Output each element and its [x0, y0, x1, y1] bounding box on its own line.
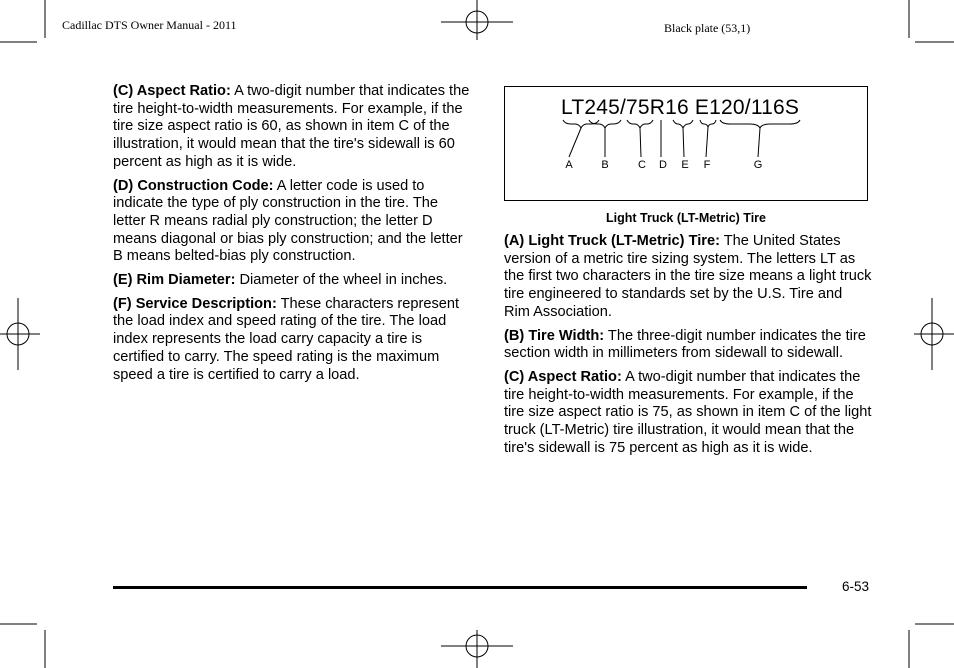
- left-column: [113, 83, 473, 390]
- registration-mark-top: [441, 0, 513, 40]
- definition-term: (C) Aspect Ratio:: [504, 368, 622, 385]
- tire-size-illustration: [504, 86, 868, 201]
- definition-paragraph: [113, 296, 473, 385]
- definition-term: (E) Rim Diameter:: [113, 272, 236, 289]
- label-a: A: [565, 159, 573, 171]
- definition-term: (D) Construction Code:: [113, 177, 274, 194]
- definition-term: (F) Service Description:: [113, 295, 277, 312]
- definition-paragraph: [113, 83, 473, 172]
- definition-paragraph: [113, 272, 473, 290]
- definition-term: (B) Tire Width:: [504, 327, 605, 344]
- figure-caption: Light Truck (LT-Metric) Tire: [606, 211, 766, 225]
- label-c: C: [638, 159, 646, 171]
- definition-text: A letter code is used to indicate the type of ply construction in the tire. The letter R means radial ply construction; the letter D means diagonal or bias ply construction; and the letter B means belted-bias ply construction.: [113, 177, 463, 265]
- definition-paragraph: [113, 178, 473, 267]
- label-b: B: [601, 159, 609, 171]
- footer-rule: [113, 586, 807, 589]
- definition-paragraph: [504, 369, 872, 458]
- tire-size-code: LT245/75R16 E120/116S: [561, 96, 800, 119]
- definition-paragraph: [504, 328, 872, 363]
- definition-term: (C) Aspect Ratio:: [113, 83, 231, 99]
- right-column: [504, 233, 872, 463]
- registration-mark-right: [914, 298, 954, 370]
- definition-text: These characters represent the load index and speed rating of the tire. The load index represents the load carry capacity a tire is certified to carry. The speed rating is the maximum speed a tire is certified to carry a load.: [113, 295, 460, 383]
- label-d: D: [659, 159, 667, 171]
- definition-text: Diameter of the wheel in inches.: [235, 272, 448, 289]
- bracket-lines: [505, 87, 869, 202]
- definition-text: A two-digit number that indicates the tire height-to-width measurements. For example, if the tire size aspect ratio is 60, as shown in item C of the illustration, it would mean that the tire's sidewall is 60 percent as high as it is wide.: [113, 83, 470, 170]
- definition-text: A two-digit number that indicates the tire height-to-width measurements. For example, if the tire size aspect ratio is 75, as shown in item C of the light truck (LT-Metric) tire illustration, it would mean that the tire's sidewall is 75 percent as high as it is wide.: [504, 368, 872, 456]
- definition-text: The United States version of a metric tire sizing system. The letters LT as the first two characters in the tire size means a light truck tire engineered to standards set by the U.S. Tire and Rim Association.: [504, 233, 872, 320]
- definition-paragraph: [504, 233, 872, 322]
- label-f: F: [703, 159, 711, 171]
- label-e: E: [681, 159, 689, 171]
- registration-mark-bottom: [441, 630, 513, 668]
- label-g: G: [753, 159, 763, 171]
- page-number: 6-53: [842, 579, 870, 594]
- definition-term: (A) Light Truck (LT-Metric) Tire:: [504, 233, 720, 249]
- registration-mark-left: [0, 298, 40, 370]
- header-plate-label: Black plate (53,1): [664, 21, 751, 35]
- definition-text: The three-digit number indicates the tire section width in millimeters from sidewall to sidewall.: [504, 327, 866, 362]
- header-manual-title: Cadillac DTS Owner Manual - 2011: [62, 18, 237, 32]
